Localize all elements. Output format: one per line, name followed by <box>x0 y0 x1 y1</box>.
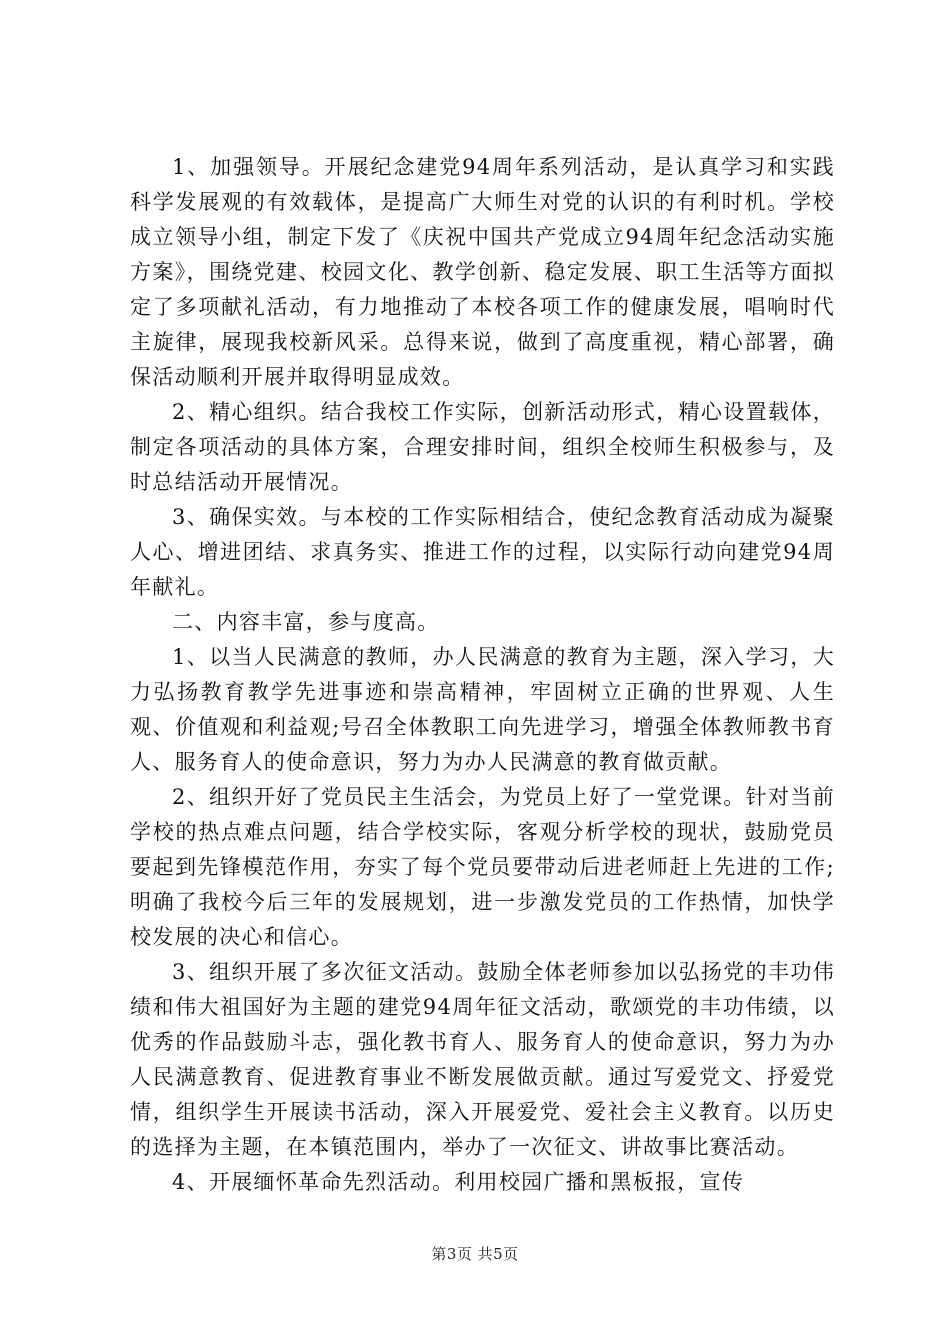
paragraph-martyrs-activity: 4、开展缅怀革命先烈活动。利用校园广播和黑板报，宣传 <box>172 1170 745 1194</box>
paragraph-effectiveness: 3、确保实效。与本校的工作实际相结合，使纪念教育活动成为凝聚人心、增进团结、求真务实、推进工作的过程，以实际行动向建党94周年献礼。 <box>130 505 835 599</box>
paragraph-leadership: 1、加强领导。开展纪念建党94周年系列活动，是认真学习和实践科学发展观的有效载体，是提高广大师生对党的认识的有利时机。学校成立领导小组，制定下发了《庆祝中国共产党成立94周年纪念活动实施方案》，围绕党建、校园文化、教学创新、稳定发展、职工生活等方面拟定了多项献礼活动，有力地推动了本校各项工作的健康发展，唱响时代主旋律，展现我校新风采。总得来说，做到了高度重视，精心部署，确保活动顺利开展并取得明显成效。 <box>130 155 835 389</box>
document-body <box>130 150 835 1200</box>
paragraph-organization: 2、精心组织。结合我校工作实际，创新活动形式，精心设置载体，制定各项活动的具体方案，合理安排时间，组织全校师生积极参与，及时总结活动开展情况。 <box>130 400 835 494</box>
page-number-footer: 第3页 共5页 <box>431 1245 519 1263</box>
section-heading-content: 二、内容丰富，参与度高。 <box>172 610 440 634</box>
paragraph-teacher-theme: 1、以当人民满意的教师，办人民满意的教育为主题，深入学习，大力弘扬教育教学先进事迹和崇高精神，牢固树立正确的世界观、人生观、价值观和利益观;号召全体教职工向先进学习，增强全体教师教书育人、服务育人的使命意识，努力为办人民满意的教育做贡献。 <box>130 645 835 774</box>
paragraph-essay-activities: 3、组织开展了多次征文活动。鼓励全体老师参加以弘扬党的丰功伟绩和伟大祖国好为主题的建党94周年征文活动，歌颂党的丰功伟绩，以优秀的作品鼓励斗志，强化教书育人、服务育人的使命意识，努力为办人民满意教育、促进教育事业不断发展做贡献。通过写爱党文、抒爱党情，组织学生开展读书活动，深入开展爱党、爱社会主义教育。以历史的选择为主题，在本镇范围内，举办了一次征文、讲故事比赛活动。 <box>130 960 835 1159</box>
paragraph-party-meeting: 2、组织开好了党员民主生活会，为党员上好了一堂党课。针对当前学校的热点难点问题，结合学校实际，客观分析学校的现状，鼓励党员要起到先锋模范作用，夯实了每个党员要带动后进老师赶上先进的工作;明确了我校今后三年的发展规划，进一步激发党员的工作热情，加快学校发展的决心和信心。 <box>130 785 835 949</box>
